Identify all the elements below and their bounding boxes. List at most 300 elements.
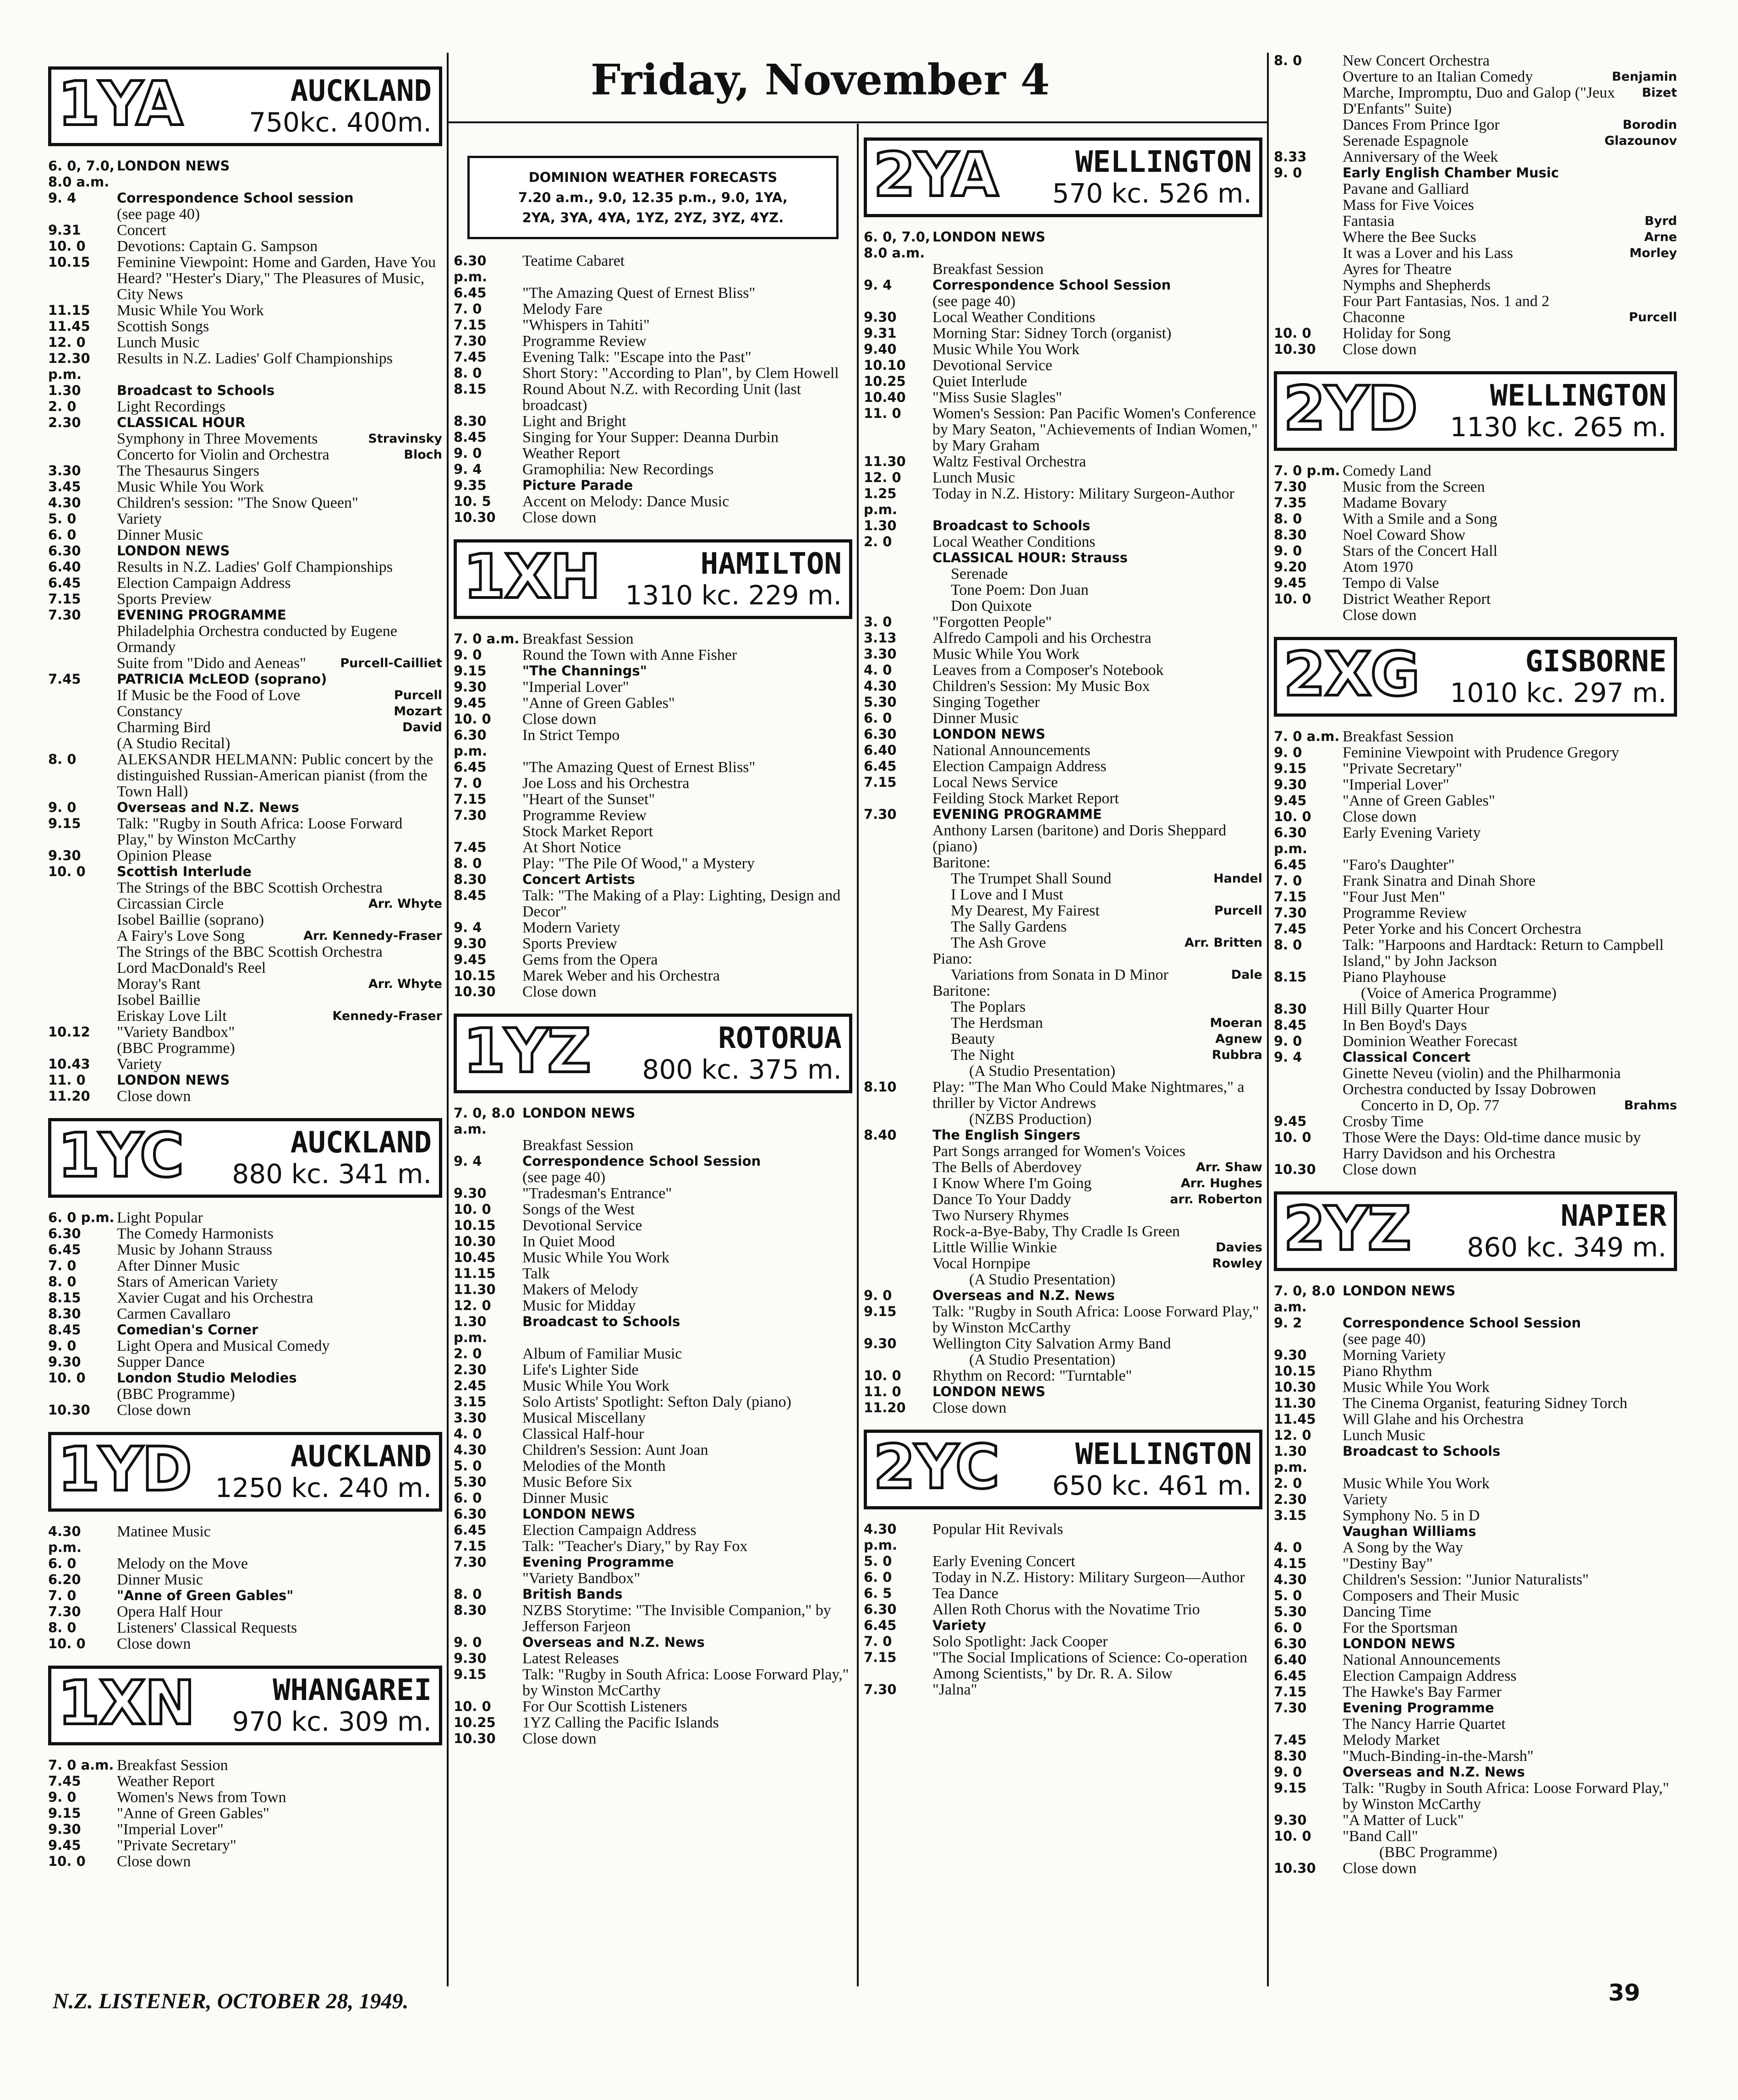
programme-row (48, 655, 442, 671)
programme-title: Election Campaign Address (522, 1522, 696, 1539)
programme-row (1274, 889, 1677, 905)
programme-row (48, 735, 442, 751)
station-city: WELLINGTON (1075, 145, 1252, 179)
programme-time: 12. 0 (864, 470, 901, 485)
programme-row (864, 1601, 1262, 1617)
programme-row (1274, 1524, 1677, 1540)
programme-time: 8. 0 (48, 1620, 77, 1635)
programme-row (454, 936, 852, 952)
programme-row (454, 1731, 852, 1747)
programme-row (1274, 229, 1677, 245)
programme-row (1274, 479, 1677, 495)
programme-row (1274, 1604, 1677, 1620)
programme-row (864, 710, 1262, 726)
programme-title: Charming Bird (117, 719, 211, 736)
programme-title: Feilding Stock Market Report (932, 790, 1119, 807)
programme-time: 6.45 (864, 758, 897, 774)
programme-row (48, 206, 442, 222)
programme-row (454, 413, 852, 429)
programme-row (1274, 1113, 1677, 1130)
programme-title: (BBC Programme) (1379, 1844, 1497, 1861)
programme-time (1274, 985, 1343, 1001)
programme-title: Dancing Time (1343, 1603, 1431, 1620)
programme-row (864, 582, 1262, 598)
programme-time: 9.45 (48, 1837, 81, 1853)
programme-title: Broadcast to Schools (1343, 1443, 1501, 1459)
programme-title: (A Studio Recital) (117, 735, 230, 752)
programme-title: Holiday for Song (1343, 325, 1451, 342)
programme-time: 6. 5 (864, 1585, 892, 1601)
programme-row (454, 1282, 852, 1298)
programme-time: 6.30 (48, 1226, 81, 1241)
programme-time: 10. 0 (454, 711, 491, 727)
programme-time (48, 1386, 117, 1402)
programme-title: PATRICIA McLEOD (soprano) (117, 671, 327, 687)
programme-title: Talk: "Teacher's Diary," by Ray Fox (522, 1538, 748, 1555)
programme-time (454, 823, 522, 839)
programme-title: Part Songs arranged for Women's Voices (932, 1143, 1186, 1160)
programme-time: 8.30 (454, 413, 487, 429)
programme-row (1274, 213, 1677, 229)
programme-row (864, 662, 1262, 678)
programme-title: British Bands (522, 1586, 623, 1602)
weather-times: 7.20 a.m., 9.0, 12.35 p.m., 9.0, 1YA, (518, 190, 788, 205)
programme-time: 7. 0 (48, 1258, 77, 1273)
programme-time: 9.15 (48, 1805, 81, 1821)
programme-composer: Morley (1629, 246, 1677, 260)
programme-time: 9.45 (454, 695, 487, 711)
programme-title: (A Studio Presentation) (969, 1351, 1116, 1368)
programme-time: 7.45 (1274, 1732, 1307, 1748)
programme-title: (see page 40) (932, 293, 1016, 310)
programme-row (1274, 117, 1677, 133)
programme-title: Close down (1343, 341, 1417, 358)
programme-title: Accent on Melody: Dance Music (522, 493, 729, 510)
programme-row (864, 678, 1262, 694)
programme-time (864, 1063, 932, 1079)
programme-row (1274, 745, 1677, 761)
programme-title: Correspondence School Session (1343, 1315, 1581, 1331)
station-city: HAMILTON (700, 547, 842, 581)
programme-row (48, 719, 442, 735)
programme-time: 9.45 (1274, 793, 1307, 808)
programme-row (1274, 1033, 1677, 1049)
programme-row (1274, 1001, 1677, 1017)
programme-row (864, 1569, 1262, 1585)
programme-title: Overture to an Italian Comedy (1343, 68, 1533, 85)
programme-row (1274, 325, 1677, 341)
programme-time: 6.45 (454, 285, 487, 301)
programme-time: 7.15 (454, 791, 487, 807)
programme-title: Close down (522, 711, 597, 728)
programme-title: LONDON NEWS (117, 1072, 230, 1088)
programme-title: "Imperial Lover" (1343, 776, 1449, 793)
programme-row (454, 1362, 852, 1378)
programme-row (454, 349, 852, 365)
programme-time (1274, 293, 1343, 309)
programme-time: 10. 0 (1274, 809, 1311, 824)
programme-row (1274, 165, 1677, 181)
programme-time (1274, 277, 1343, 293)
programme-row (454, 1522, 852, 1538)
programme-title: A Fairy's Love Song (117, 927, 245, 944)
programme-title: Lunch Music (932, 469, 1015, 486)
programme-row (864, 1585, 1262, 1601)
programme-row (1274, 1162, 1677, 1178)
station-callsign: 1XH (463, 542, 600, 612)
programme-time: 8.15 (454, 381, 487, 397)
programme-row (864, 357, 1262, 373)
programme-title: "Destiny Bay" (1343, 1555, 1433, 1572)
programme-time: 6.30 (1274, 1636, 1307, 1651)
programme-time: 7. 0 (864, 1634, 892, 1649)
programme-time: 4.30 (864, 678, 897, 694)
programme-row (454, 1715, 852, 1731)
programme-time: 8.30 (1274, 1001, 1307, 1017)
programme-row (48, 1773, 442, 1789)
programme-time (864, 983, 932, 999)
programme-time: 11.20 (864, 1400, 906, 1415)
programme-row (48, 495, 442, 511)
programme-time: 2.30 (454, 1362, 487, 1377)
programme-row (864, 871, 1262, 887)
programme-title: Local Weather Conditions (932, 533, 1096, 550)
programme-time: 7.45 (454, 839, 487, 855)
programme-title: Rock-a-Bye-Baby, Thy Cradle Is Green (932, 1223, 1180, 1240)
programme-title: For the Sportsman (1343, 1619, 1458, 1636)
programme-row (864, 1063, 1262, 1079)
programme-row (48, 463, 442, 479)
programme-title: Close down (1343, 1860, 1417, 1877)
programme-composer: Mozart (394, 704, 442, 718)
programme-composer: Arr. Shaw (1195, 1160, 1262, 1174)
station-callsign: 1YC (58, 1120, 183, 1191)
programme-row (864, 1288, 1262, 1304)
programme-composer: Arr. Britten (1184, 936, 1262, 950)
programme-title: Opinion Please (117, 847, 212, 864)
programme-time: 8.45 (1274, 1017, 1307, 1033)
programme-title: Alfredo Campoli and his Orchestra (932, 630, 1151, 647)
programme-row (454, 839, 852, 855)
programme-title: "Private Secretary" (1343, 760, 1462, 777)
programme-time: 8. 0 (48, 1274, 77, 1289)
programme-row (1274, 1828, 1677, 1844)
programme-time: 9. 0 (48, 1338, 77, 1354)
programme-composer: Rowley (1212, 1256, 1262, 1271)
programme-row (1274, 1556, 1677, 1572)
programme-row (864, 389, 1262, 406)
programme-time: 10.45 (454, 1250, 496, 1265)
programme-time: 7.30 (48, 1604, 81, 1619)
programme-title: Circassian Circle (117, 895, 224, 912)
programme-time: 10.30 (1274, 1379, 1316, 1395)
programme-time: 9. 0 (1274, 543, 1302, 559)
programme-time: 9.15 (48, 816, 81, 831)
programme-row (864, 534, 1262, 550)
programme-time: 10.10 (864, 357, 906, 373)
programme-title: Breakfast Session (932, 261, 1044, 278)
programme-time: 8. 0 (1274, 53, 1302, 68)
programme-title: (A Studio Presentation) (969, 1271, 1116, 1288)
programme-title: Singing Together (932, 694, 1040, 711)
programme-title: Vocal Hornpipe (932, 1255, 1031, 1272)
programme-row (864, 518, 1262, 534)
programme-time: 4.30 p.m. (864, 1521, 898, 1553)
programme-title: Round the Town with Anne Fisher (522, 647, 737, 663)
programme-row (1274, 527, 1677, 543)
programme-row (48, 1088, 442, 1104)
programme-row (48, 399, 442, 415)
programme-row (1274, 53, 1677, 69)
programme-title: Variations from Sonata in D Minor (951, 966, 1168, 983)
programme-row (1274, 197, 1677, 213)
programme-row (454, 317, 852, 333)
programme-row (1274, 511, 1677, 527)
programme-time: 9.30 (454, 1185, 487, 1201)
programme-title: Talk: "The Making of a Play: Lighting, Design and Decor" (522, 887, 841, 920)
programme-row (48, 1008, 442, 1024)
programme-row (864, 1047, 1262, 1063)
programme-row (1274, 921, 1677, 937)
programme-title: Frank Sinatra and Dinah Shore (1343, 872, 1536, 889)
programme-title: Play: "The Pile Of Wood," a Mystery (522, 855, 755, 872)
programme-title: (BBC Programme) (117, 1386, 235, 1403)
programme-row (48, 1040, 442, 1056)
programme-title: Concert Artists (522, 872, 635, 887)
programme-title: Early Evening Variety (1343, 824, 1481, 841)
programme-time: 9.30 (864, 309, 897, 325)
programme-time: 10.15 (1274, 1363, 1316, 1379)
programme-time: 6.30 (454, 1506, 487, 1522)
programme-title: "Anne of Green Gables" (117, 1805, 269, 1822)
programme-row (454, 872, 852, 888)
programme-time: 9. 0 (1274, 1764, 1302, 1780)
programme-time: 9.15 (1274, 1780, 1307, 1796)
programme-title: The Strings of the BBC Scottish Orchestra (117, 943, 383, 960)
programme-time: 8.15 (48, 1290, 81, 1305)
station-frequency: 1010 kc. 297 m. (1450, 677, 1667, 708)
column-4 (1274, 53, 1677, 1876)
programme-time: 7.45 (48, 1773, 81, 1789)
programme-time: 10.30 (1274, 1162, 1316, 1177)
programme-title: If Music be the Food of Love (117, 687, 301, 704)
programme-time (1274, 213, 1343, 229)
programme-title: NZBS Storytime: "The Invisible Companion," by Jefferson Farjeon (522, 1602, 831, 1635)
programme-time: 9. 4 (454, 461, 482, 477)
programme-time: 4.30 (1274, 1572, 1307, 1587)
programme-row (864, 983, 1262, 999)
programme-time: 8.30 (454, 872, 487, 887)
programme-row (1274, 969, 1677, 985)
programme-title: The Cinema Organist, featuring Sidney Torch (1343, 1395, 1628, 1412)
programme-title: Music for Midday (522, 1297, 636, 1314)
programme-row (864, 790, 1262, 806)
programme-time (864, 919, 932, 935)
programme-row (864, 486, 1262, 518)
programme-row (1274, 575, 1677, 591)
programme-row (1274, 277, 1677, 293)
programme-row (454, 1410, 852, 1426)
programme-time (1274, 117, 1343, 133)
programme-time: 9.20 (1274, 559, 1307, 575)
programme-time: 8.15 (1274, 969, 1307, 985)
programme-title: Tea Dance (932, 1585, 998, 1602)
column-rule-1 (447, 53, 449, 1986)
programme-composer: Borodin (1623, 118, 1677, 132)
programme-time: 9. 0 (48, 800, 77, 815)
programme-time: 7.15 (1274, 1684, 1307, 1700)
station-callsign: 2YA (873, 140, 998, 210)
programme-row (48, 912, 442, 928)
programme-time: 9.30 (48, 1821, 81, 1837)
programme-row (48, 1274, 442, 1290)
programme-row (1274, 1427, 1677, 1443)
programme-title: "Variety Bandbox" (117, 1024, 235, 1041)
programme-time: 3.45 (48, 479, 81, 494)
programme-title: Children's Session: Aunt Joan (522, 1442, 708, 1458)
programme-time: 7.30 (1274, 905, 1307, 921)
programme-time (864, 999, 932, 1015)
programme-title: Where the Bee Sucks (1343, 229, 1476, 246)
programme-title: Sports Preview (117, 591, 212, 608)
programme-title: Correspondence School Session (932, 277, 1171, 293)
programme-time: 7.15 (864, 774, 897, 790)
programme-row (1274, 1443, 1677, 1475)
programme-time (1274, 85, 1343, 117)
programme-time: 9.45 (1274, 575, 1307, 591)
programme-row (48, 751, 442, 800)
programme-time: 9. 0 (454, 647, 482, 663)
programme-row (864, 1368, 1262, 1384)
programme-time: 2. 0 (454, 1346, 482, 1361)
programme-row (864, 614, 1262, 630)
programme-title: Picture Parade (522, 477, 633, 493)
programme-title: Joe Loss and his Orchestra (522, 775, 690, 792)
programme-title: Variety (117, 510, 162, 527)
programme-title: Light Recordings (117, 398, 226, 415)
programme-row (48, 1306, 442, 1322)
programme-row (864, 726, 1262, 742)
programme-title: The Hawke's Bay Farmer (1343, 1683, 1502, 1700)
programme-row (1274, 1017, 1677, 1033)
programme-row (454, 968, 852, 984)
programme-row (864, 1617, 1262, 1634)
programme-title: Scottish Songs (117, 318, 209, 335)
programme-time (864, 887, 932, 903)
programme-title: Music While You Work (117, 302, 264, 319)
programme-row (864, 598, 1262, 614)
programme-row (1274, 1668, 1677, 1684)
programme-row (1274, 761, 1677, 777)
programme-time: 6.45 (48, 1242, 81, 1257)
programme-row (1274, 1491, 1677, 1508)
programme-row (1274, 133, 1677, 149)
programme-title: CLASSICAL HOUR: Strauss (932, 550, 1128, 565)
programme-row (864, 630, 1262, 646)
programme-time: 8. 0 (454, 1586, 482, 1602)
programme-time: 6.45 (454, 759, 487, 775)
programme-title: Moray's Rant (117, 976, 201, 992)
programme-row (864, 1650, 1262, 1682)
station-frequency: 750kc. 400m. (249, 107, 432, 138)
programme-time: 11.30 (1274, 1395, 1316, 1411)
programme-title: "Tradesman's Entrance" (522, 1185, 672, 1202)
programme-title: "The Amazing Quest of Ernest Bliss" (522, 759, 756, 776)
programme-title: Today in N.Z. History: Military Surgeon-Author (932, 485, 1234, 502)
programme-time: 10. 0 (1274, 1130, 1311, 1145)
programme-title: (see page 40) (1343, 1331, 1426, 1348)
programme-title: Constancy (117, 703, 183, 720)
programme-row (48, 1402, 442, 1418)
programme-title: "Jalna" (932, 1681, 977, 1698)
programme-row (454, 477, 852, 493)
programme-time (454, 1570, 522, 1586)
programme-title: Early Evening Concert (932, 1553, 1075, 1570)
programme-time (48, 687, 117, 703)
programme-time: 6. 0 (864, 1569, 892, 1585)
programme-title: Singing for Your Supper: Deanna Durbin (522, 429, 779, 446)
programme-time: 11.30 (454, 1282, 496, 1297)
programme-time: 10.40 (864, 389, 906, 405)
programme-title: Evening Talk: "Escape into the Past" (522, 349, 751, 366)
programme-title: Close down (1343, 1161, 1417, 1178)
programme-time (1274, 607, 1343, 623)
station-info (1420, 374, 1674, 448)
programme-title: Marche, Impromptu, Duo and Galop ("Jeux D'Enfants" Suite) (1343, 84, 1615, 117)
programme-row (454, 1667, 852, 1699)
programme-time: 8.30 (1274, 527, 1307, 543)
programme-title: Baritone: (932, 854, 991, 871)
programme-title: Round About N.Z. with Recording Unit (last broadcast) (522, 381, 801, 414)
programme-title: Music from the Screen (1343, 478, 1485, 495)
programme-title: I Know Where I'm Going (932, 1175, 1092, 1192)
programme-title: Symphony No. 5 in D (1343, 1507, 1480, 1524)
programme-row (454, 365, 852, 381)
station-callsign: 1YA (58, 69, 182, 139)
programme-row (864, 742, 1262, 758)
programme-title: Sports Preview (522, 935, 617, 952)
programme-row (48, 607, 442, 623)
programme-title: Teatime Cabaret (522, 252, 625, 269)
station-city: NAPIER (1560, 1199, 1667, 1233)
station-frequency: 860 kc. 349 m. (1467, 1232, 1667, 1263)
programme-title: With a Smile and a Song (1343, 510, 1497, 527)
programme-composer: Davies (1216, 1240, 1262, 1255)
programme-row (1274, 293, 1677, 309)
programme-composer: arr. Roberton (1170, 1192, 1262, 1206)
programme-time (48, 880, 117, 896)
weather-forecast-box (467, 156, 839, 239)
programme-title: Correspondence School Session (522, 1153, 761, 1169)
programme-time: 8. 0 (48, 751, 77, 767)
programme-row (1274, 729, 1677, 745)
programme-row (454, 807, 852, 823)
programme-time: 3.13 (864, 630, 897, 646)
programme-time: 7. 0 p.m. (1274, 463, 1340, 478)
programme-row (1274, 1395, 1677, 1411)
programme-title: The English Singers (932, 1127, 1080, 1143)
programme-row (454, 1234, 852, 1250)
programme-title: Close down (117, 1635, 191, 1652)
programme-title: Concerto for Violin and Orchestra (117, 446, 329, 463)
programme-row (48, 1258, 442, 1274)
programme-row (1274, 69, 1677, 85)
programme-title: Children's Session: My Music Box (932, 678, 1150, 695)
programme-time: 1.30 (48, 383, 81, 398)
programme-time: 10.15 (48, 254, 90, 270)
programme-title: Today in N.Z. History: Military Surgeon—Author (932, 1569, 1245, 1586)
programme-row (48, 190, 442, 206)
